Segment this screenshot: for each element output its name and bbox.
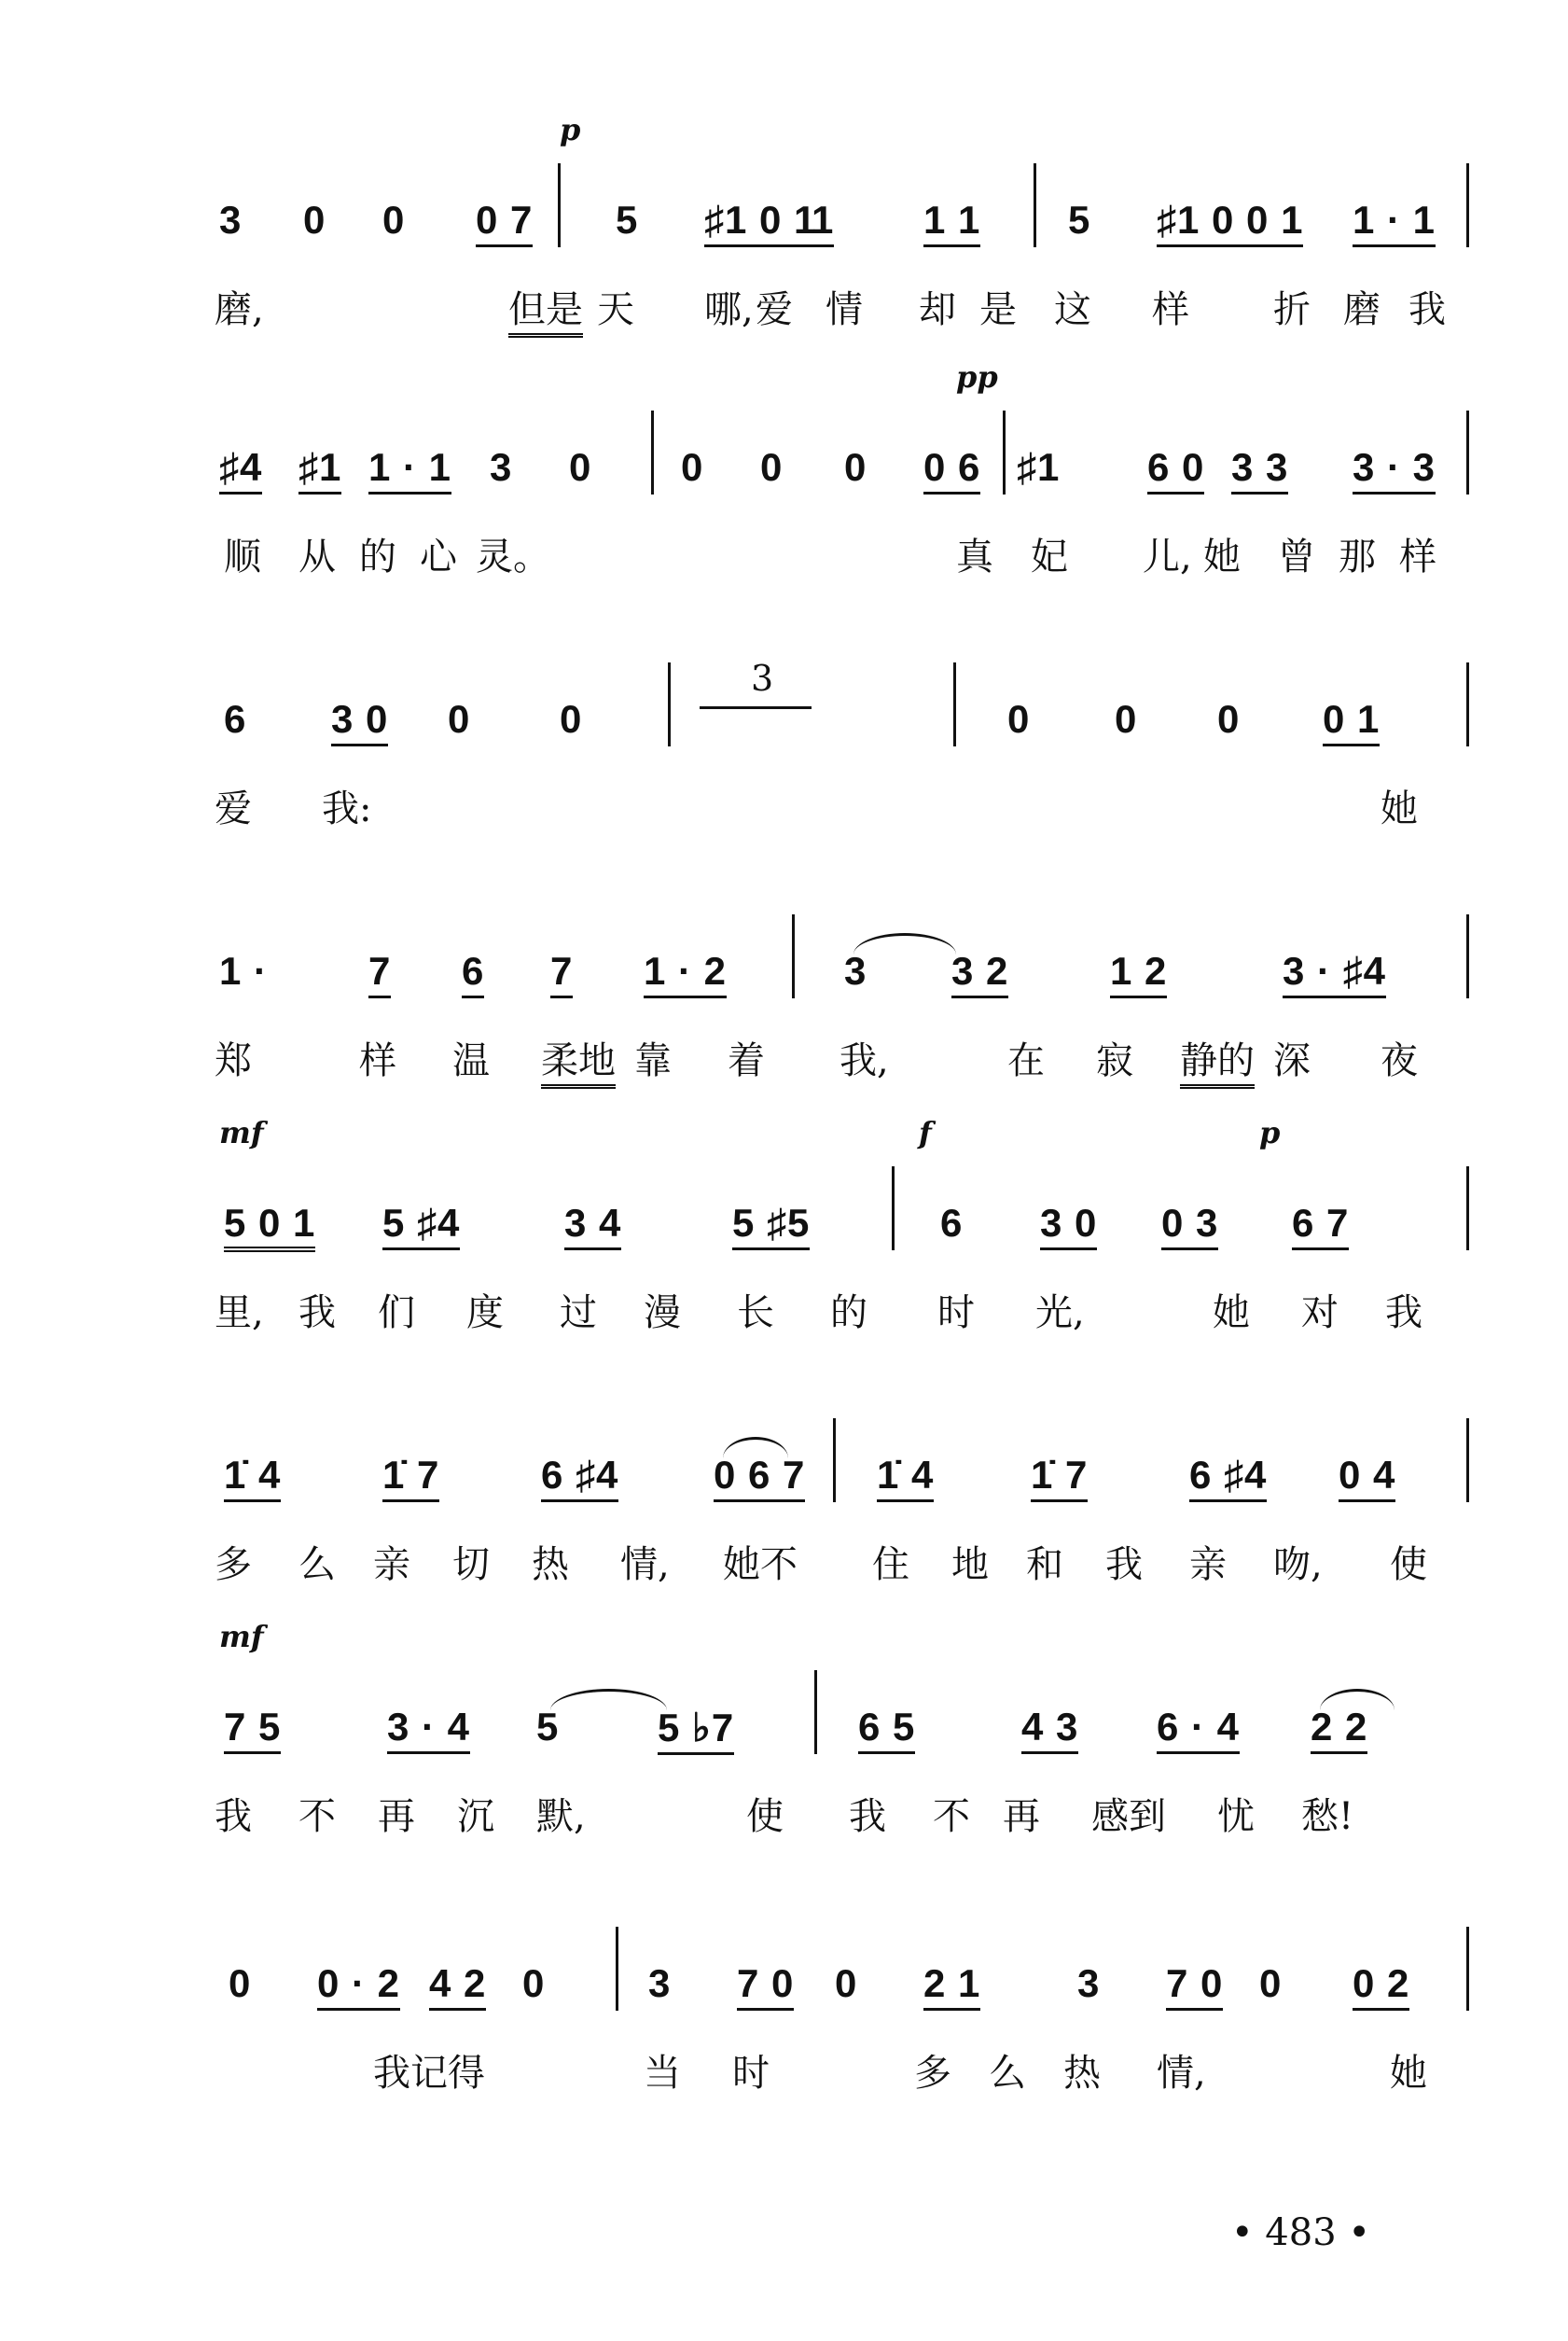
- note-group: 7 0: [1166, 1961, 1223, 2011]
- lyric-word: 情,: [1157, 2052, 1206, 2095]
- lyric-word: 顺: [224, 536, 261, 578]
- lyric-word: 着: [728, 1039, 765, 1082]
- lyric-word: 热: [1063, 2052, 1101, 2095]
- lyric-word: 吻,: [1273, 1543, 1323, 1586]
- note-group: 5: [616, 198, 639, 242]
- note-group: ♯1 0 0 1: [1157, 198, 1303, 247]
- dynamic-mark: p: [560, 112, 581, 147]
- lyric-word: 爱: [215, 787, 252, 830]
- note-group: 6: [940, 1201, 964, 1245]
- note-group: 1 · 2: [644, 949, 727, 998]
- note-group: 3: [219, 198, 243, 242]
- lyric-word: 是: [979, 288, 1017, 331]
- lyric-word: 寂: [1096, 1039, 1133, 1082]
- lyric-word: 我记得: [373, 2052, 485, 2095]
- bar-line: [616, 1927, 618, 2011]
- lyric-word: 样: [1152, 288, 1189, 331]
- slur: [723, 1437, 788, 1458]
- lyric-word: 我: [298, 1291, 336, 1334]
- lyric-word: 里,: [215, 1291, 264, 1334]
- lyric-word: 她: [1203, 536, 1241, 578]
- bar-line: [1466, 1927, 1469, 2011]
- note-group: 5 ♯5: [732, 1201, 810, 1250]
- bar-line: [1466, 163, 1469, 247]
- lyric-word: 她不: [723, 1543, 798, 1586]
- note-group: 1̇ 4: [877, 1453, 934, 1502]
- slur: [550, 1689, 667, 1710]
- note-group: 7 0: [737, 1961, 794, 2011]
- bar-line: [1003, 411, 1006, 495]
- lyric-word: 曾: [1278, 536, 1315, 578]
- note-group: 6: [224, 697, 247, 741]
- note-group: 0 6: [923, 445, 980, 495]
- lyric-word: 这: [1054, 288, 1091, 331]
- note-group: 0: [681, 445, 704, 489]
- note-group: 0: [1259, 1961, 1283, 2005]
- note-group: 0 2: [1353, 1961, 1409, 2011]
- lyric-word: 磨,: [215, 288, 264, 331]
- lyric-word: 再: [378, 1795, 415, 1838]
- lyric-word: 长: [737, 1291, 774, 1334]
- note-group: 0: [1217, 697, 1241, 741]
- note-group: 3: [1077, 1961, 1101, 2005]
- note-group: 0 6 7: [714, 1453, 805, 1502]
- lyric-word: 默,: [536, 1795, 586, 1838]
- dynamic-mark: f: [919, 1115, 932, 1150]
- lyric-word: 天: [597, 288, 634, 331]
- lyric-word: 但是: [508, 280, 583, 338]
- note-group: 6 0: [1147, 445, 1204, 495]
- lyric-word: 心: [420, 536, 457, 578]
- lyric-word: 哪,: [704, 288, 754, 331]
- lyric-word: 使: [746, 1795, 784, 1838]
- bar-line: [1466, 1418, 1469, 1502]
- note-group: 5 ♯4: [382, 1201, 460, 1250]
- slur: [1320, 1689, 1395, 1710]
- note-group: 1̇ 7: [1031, 1453, 1088, 1502]
- note-group: 6 ♯4: [541, 1453, 618, 1502]
- note-group: 0: [382, 198, 406, 242]
- note-group: 4 2: [429, 1961, 486, 2011]
- lyric-word: 亲: [373, 1543, 410, 1586]
- note-group: 1 · 1: [368, 445, 451, 495]
- bar-line: [1466, 411, 1469, 495]
- lyric-word: 我: [849, 1795, 886, 1838]
- note-group: 0 1: [1323, 697, 1380, 746]
- lyric-word: 情,: [620, 1543, 670, 1586]
- lyric-word: 热: [532, 1543, 569, 1586]
- note-group: 0: [844, 445, 867, 489]
- note-group: 3: [490, 445, 513, 489]
- note-group: 1 ·: [219, 949, 269, 993]
- dynamic-mark: mf: [219, 1115, 264, 1150]
- lyric-word: 愁!: [1301, 1795, 1354, 1838]
- lyric-word: 夜: [1381, 1039, 1418, 1082]
- lyric-word: 么: [298, 1543, 336, 1586]
- lyric-word: 的: [830, 1291, 867, 1334]
- note-group: 3 4: [564, 1201, 621, 1250]
- note-group: 5 ♭7: [658, 1705, 734, 1755]
- lyric-word: 过: [560, 1291, 597, 1334]
- lyric-word: 度: [466, 1291, 504, 1334]
- note-group: ♯1: [1017, 445, 1061, 489]
- lyric-word: 感到: [1091, 1795, 1166, 1838]
- note-group: 5 0 1: [224, 1201, 315, 1252]
- bar-line: [953, 662, 956, 746]
- lyric-word: 静的: [1180, 1031, 1255, 1089]
- lyric-word: 样: [359, 1039, 396, 1082]
- lyric-word: 她: [1213, 1291, 1250, 1334]
- note-group: 5: [1068, 198, 1091, 242]
- bar-line: [833, 1418, 836, 1502]
- note-group: 6 7: [1292, 1201, 1349, 1250]
- lyric-word: 不: [933, 1795, 970, 1838]
- note-group: 0: [522, 1961, 546, 2005]
- lyric-word: 沉: [457, 1795, 494, 1838]
- lyric-word: 忧: [1217, 1795, 1255, 1838]
- lyric-word: 儿,: [1143, 536, 1192, 578]
- lyric-word: 灵。: [476, 536, 550, 578]
- lyric-word: 时: [937, 1291, 975, 1334]
- note-group: 2 2: [1311, 1705, 1367, 1754]
- lyric-word: 我,: [840, 1039, 889, 1082]
- bar-line: [1466, 1166, 1469, 1250]
- lyric-word: 靠: [634, 1039, 672, 1082]
- lyric-word: 和: [1026, 1543, 1063, 1586]
- bar-line: [668, 662, 671, 746]
- note-group: 3 0: [331, 697, 388, 746]
- lyric-word: 情: [826, 288, 863, 331]
- lyric-word: 柔地: [541, 1031, 616, 1089]
- lyric-word: 妃: [1031, 536, 1068, 578]
- bar-line: [1034, 163, 1036, 247]
- slur: [853, 933, 956, 955]
- note-group: 0 3: [1161, 1201, 1218, 1250]
- note-group: 0: [1007, 697, 1031, 741]
- note-group: 6 5: [858, 1705, 915, 1754]
- note-group: 3 2: [951, 949, 1008, 998]
- note-group: 4 3: [1021, 1705, 1078, 1754]
- note-group: 7: [550, 949, 573, 998]
- lyric-word: 使: [1390, 1543, 1427, 1586]
- lyric-word: 爱: [756, 288, 793, 331]
- bar-line: [814, 1670, 817, 1754]
- lyric-word: 样: [1399, 536, 1436, 578]
- dynamic-mark: mf: [219, 1619, 264, 1654]
- note-group: 2 1: [923, 1961, 980, 2011]
- note-group: 0 · 2: [317, 1961, 400, 2011]
- lyric-word: 多: [215, 1543, 252, 1586]
- note-group: 3 · 4: [387, 1705, 470, 1754]
- note-group: 0: [303, 198, 326, 242]
- page-number: • 483 •: [1231, 2211, 1370, 2254]
- lyric-word: 那: [1339, 536, 1376, 578]
- dynamic-mark: p: [1259, 1115, 1281, 1150]
- note-group: 1 1: [923, 198, 980, 247]
- note-group: 6 ♯4: [1189, 1453, 1267, 1502]
- note-group: 5: [536, 1705, 560, 1749]
- lyric-word: 对: [1301, 1291, 1339, 1334]
- lyric-word: 光,: [1035, 1291, 1085, 1334]
- note-group: 6 · 4: [1157, 1705, 1240, 1754]
- note-group: 3 · ♯4: [1283, 949, 1386, 998]
- lyric-word: 在: [1007, 1039, 1045, 1082]
- lyric-word: 亲: [1189, 1543, 1227, 1586]
- note-group: 0: [1115, 697, 1138, 741]
- lyric-word: 我: [1105, 1543, 1143, 1586]
- lyric-word: 她: [1390, 2052, 1427, 2095]
- lyric-word: 折: [1273, 288, 1311, 331]
- note-group: 0 4: [1339, 1453, 1395, 1502]
- lyric-word: 切: [452, 1543, 490, 1586]
- note-group: 3 3: [1231, 445, 1288, 495]
- dynamic-mark: pp: [956, 359, 998, 395]
- note-group: 0 7: [476, 198, 533, 247]
- lyric-word: 当: [644, 2052, 681, 2095]
- note-group: 6: [462, 949, 484, 998]
- lyric-word: 我:: [322, 787, 372, 830]
- note-group: 7: [368, 949, 391, 998]
- lyric-word: 真: [956, 536, 993, 578]
- bar-line: [558, 163, 561, 247]
- note-group: 0: [229, 1961, 252, 2005]
- lyric-word: 深: [1273, 1039, 1311, 1082]
- bar-line: [651, 411, 654, 495]
- note-group: 1̇ 4: [224, 1453, 281, 1502]
- lyric-word: 漫: [644, 1291, 681, 1334]
- lyric-word: 她: [1381, 787, 1418, 830]
- note-group: ♯1: [298, 445, 341, 495]
- note-group: 1̇ 7: [382, 1453, 439, 1502]
- lyric-word: 磨: [1343, 288, 1381, 331]
- note-group: ♯4: [219, 445, 262, 495]
- note-group: 3 0: [1040, 1201, 1097, 1250]
- note-group: ♯1 0 1: [704, 198, 816, 247]
- note-group: 0: [835, 1961, 858, 2005]
- note-group: 3: [648, 1961, 672, 2005]
- lyric-word: 地: [951, 1543, 989, 1586]
- note-group: 1 · 1: [1353, 198, 1436, 247]
- lyric-word: 住: [872, 1543, 909, 1586]
- bar-line: [1466, 662, 1469, 746]
- lyric-word: 温: [452, 1039, 490, 1082]
- lyric-word: 不: [298, 1795, 336, 1838]
- bar-line: [892, 1166, 895, 1250]
- bar-line: [1466, 914, 1469, 998]
- lyric-word: 们: [378, 1291, 415, 1334]
- lyric-word: 却: [919, 288, 956, 331]
- lyric-word: 的: [359, 536, 396, 578]
- lyric-word: 再: [1003, 1795, 1040, 1838]
- lyric-word: 多: [914, 2052, 951, 2095]
- note-group: 0: [560, 697, 583, 741]
- note-group: 7 5: [224, 1705, 281, 1754]
- lyric-word: 我: [1408, 288, 1446, 331]
- note-group: 0: [760, 445, 784, 489]
- lyric-word: 从: [298, 536, 336, 578]
- note-group: 3: [844, 949, 867, 993]
- lyric-word: 我: [1385, 1291, 1422, 1334]
- note-group: 3 · 3: [1353, 445, 1436, 495]
- lyric-word: 郑: [215, 1039, 252, 1082]
- note-group: 1 2: [1110, 949, 1167, 998]
- note-group: 1: [812, 198, 834, 247]
- lyric-word: 时: [732, 2052, 770, 2095]
- note-group: 0: [448, 697, 471, 741]
- bar-line: [792, 914, 795, 998]
- lyric-word: 么: [989, 2052, 1026, 2095]
- lyric-word: 我: [215, 1795, 252, 1838]
- triplet-mark: 3: [751, 676, 863, 718]
- note-group: 0: [569, 445, 592, 489]
